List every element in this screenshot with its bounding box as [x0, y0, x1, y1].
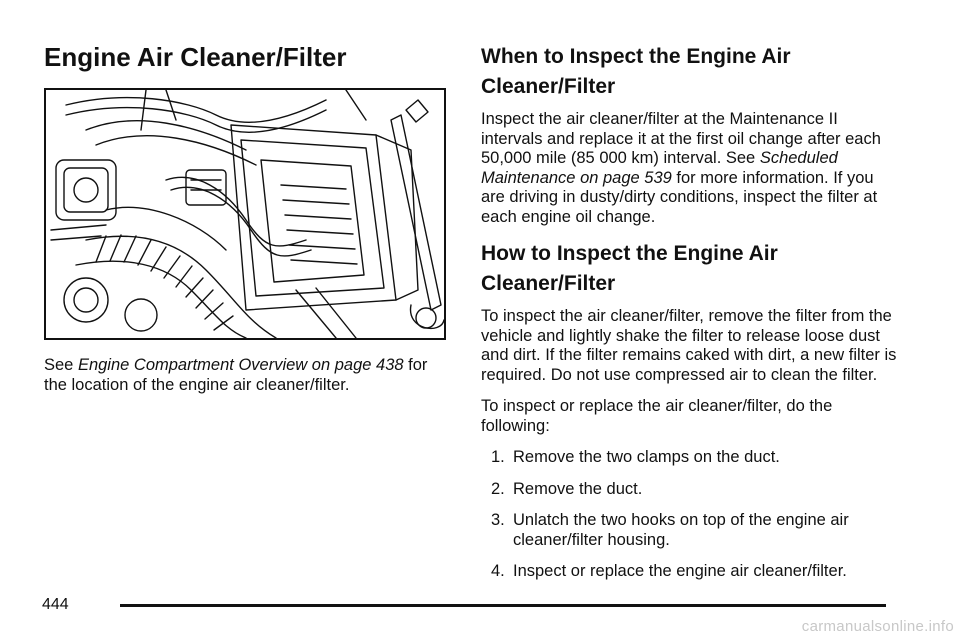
illustration-caption [44, 356, 448, 395]
page-number: 444 [42, 596, 69, 613]
engine-line-drawing [46, 90, 444, 338]
caption-suffix: for the location of the engine air cleaner/filter. [44, 356, 428, 394]
step-number: 2. [491, 479, 505, 498]
left-column [44, 40, 448, 395]
list-item [491, 562, 901, 582]
list-item [491, 511, 901, 550]
when-text-b: for more information. If you are driving in dusty/dirty conditions, inspect the filter at each engine oil change. [481, 168, 878, 226]
right-column [481, 42, 901, 594]
maintenance-link[interactable]: Scheduled Maintenance on page 539 [481, 149, 838, 187]
how-paragraph-2: To inspect or replace the air cleaner/filter, do the following: [481, 397, 833, 435]
when-text-a: Inspect the air cleaner/filter at the Maintenance II intervals and replace it at the first oil change after each 50,000 mile (85 000 km) interval. See [481, 110, 881, 167]
step-text: Remove the two clamps on the duct. [513, 448, 780, 466]
step-text: Inspect or replace the engine air cleaner/filter. [513, 562, 847, 580]
section-heading-when: When to Inspect the Engine Air Cleaner/Filter [481, 45, 791, 98]
caption-link[interactable]: Engine Compartment Overview on page 438 [77, 356, 404, 374]
how-paragraph-1: To inspect the air cleaner/filter, remove the filter from the vehicle and lightly shake the filter to release loose dust and dirt. If the filter remains caked with dirt, a new filter is required. Do not use compressed air to clean the filter. [481, 307, 897, 384]
page-title: Engine Air Cleaner/Filter [44, 42, 347, 72]
section-heading-how: How to Inspect the Engine Air Cleaner/Filter [481, 242, 778, 295]
list-item [491, 448, 901, 468]
step-number: 4. [491, 562, 505, 580]
steps-list [481, 448, 901, 582]
step-number: 3. [491, 511, 505, 529]
watermark: carmanualsonline.info [801, 618, 954, 635]
step-text: Remove the duct. [513, 479, 643, 498]
engine-compartment-illustration [44, 88, 446, 340]
list-item [491, 480, 901, 500]
step-text: Unlatch the two hooks on top of the engine air cleaner/filter housing. [513, 511, 849, 549]
when-paragraph [481, 110, 901, 227]
footer-divider [120, 604, 886, 607]
step-number: 1. [491, 448, 505, 466]
caption-prefix: See [44, 356, 78, 374]
